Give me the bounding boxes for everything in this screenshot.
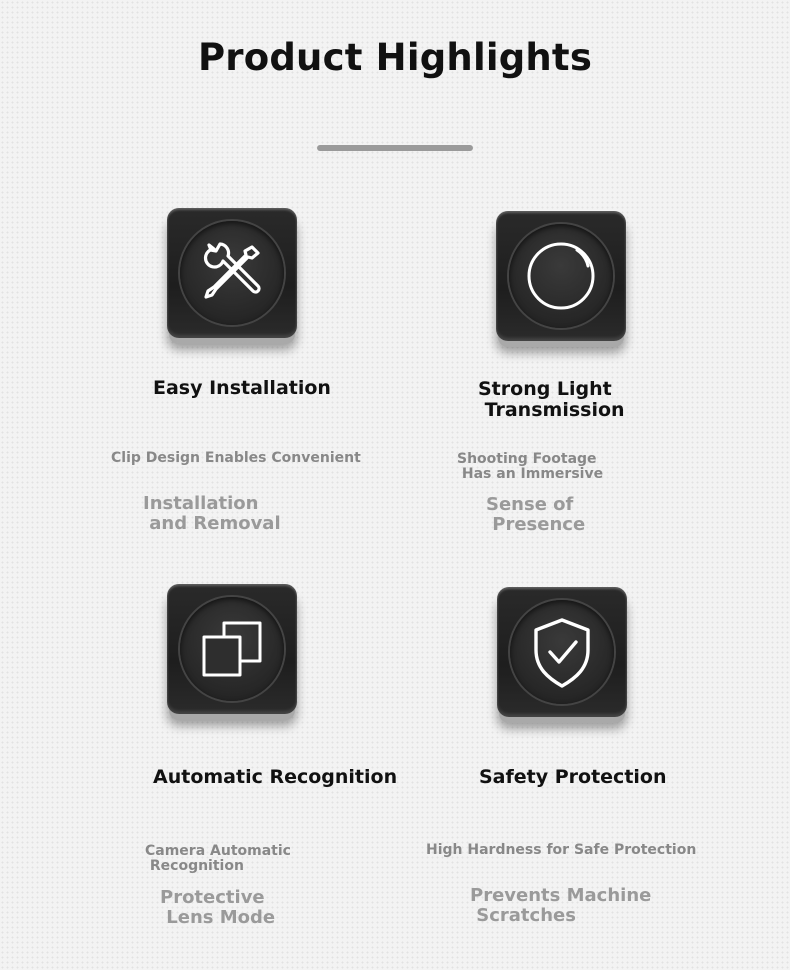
feature-subtitle: High Hardness for Safe Protection <box>426 842 697 858</box>
feature-subtitle: Shooting Footage Has an Immersive <box>457 451 604 482</box>
title-underline <box>317 145 473 151</box>
feature-icon-tile <box>167 208 297 338</box>
shield-check-icon <box>510 600 614 704</box>
feature-subtitle: Clip Design Enables Convenient <box>111 450 361 466</box>
feature-detail: Prevents Machine Scratches <box>470 885 652 926</box>
feature-title: Strong Light Transmission <box>478 378 625 421</box>
feature-subtitle: Camera Automatic Recognition <box>145 843 291 874</box>
feature-detail: Sense of Presence <box>486 494 586 535</box>
wrench-screwdriver-icon <box>180 221 284 325</box>
feature-title: Automatic Recognition <box>153 766 398 788</box>
feature-title: Easy Installation <box>153 377 331 399</box>
overlapping-squares-icon <box>180 597 284 701</box>
feature-detail: Protective Lens Mode <box>160 887 276 928</box>
feature-detail: Installation and Removal <box>143 493 281 534</box>
feature-icon-tile <box>497 587 627 717</box>
lens-circle-icon <box>509 224 613 328</box>
feature-icon-tile <box>167 584 297 714</box>
feature-icon-tile <box>496 211 626 341</box>
page-title: Product Highlights <box>197 36 593 79</box>
feature-title: Safety Protection <box>479 766 667 788</box>
